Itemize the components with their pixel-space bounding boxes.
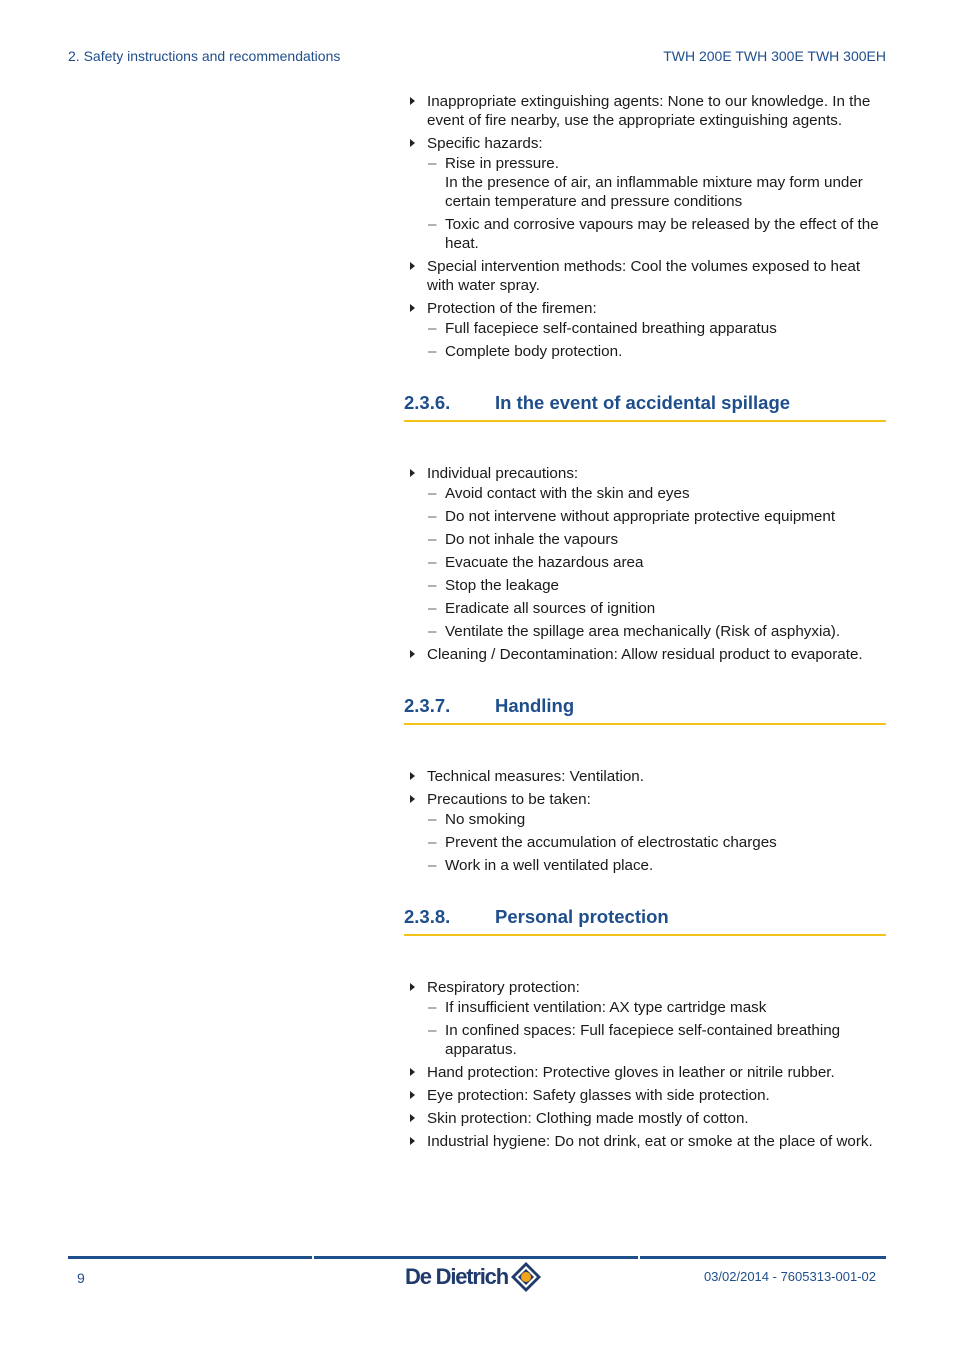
triangle-bullet-icon	[410, 795, 415, 803]
bullet-item	[404, 464, 886, 641]
sub-item-text: Rise in pressure.	[445, 155, 559, 172]
triangle-bullet-icon	[410, 1091, 415, 1099]
section-title: Handling	[495, 695, 575, 716]
bullet-text: Precautions to be taken:	[427, 791, 591, 808]
section-spacer	[404, 936, 886, 978]
dash-bullet-icon: –	[428, 600, 437, 617]
sub-list-item	[427, 342, 886, 361]
bullet-text: Special intervention methods: Cool the volumes exposed to heat with water spray.	[427, 258, 861, 294]
sub-item-text: Toxic and corrosive vapours may be released by the effect of the heat.	[445, 216, 879, 252]
triangle-bullet-icon	[410, 1114, 415, 1122]
dash-bullet-icon: –	[428, 577, 437, 594]
section-heading	[404, 392, 886, 422]
page-number: 9	[77, 1270, 85, 1286]
sub-list-item	[427, 576, 886, 595]
sub-list-item	[427, 530, 886, 549]
triangle-bullet-icon	[410, 262, 415, 270]
dash-bullet-icon: –	[428, 1022, 437, 1039]
section-title: Personal protection	[495, 906, 669, 927]
bullet-item	[404, 1109, 886, 1128]
bullet-item	[404, 767, 886, 786]
dash-bullet-icon: –	[428, 554, 437, 571]
section-title: In the event of accidental spillage	[495, 392, 791, 413]
sub-item-text: Avoid contact with the skin and eyes	[445, 485, 690, 502]
brand-logo-text: De Dietrich	[405, 1264, 508, 1289]
section-number: 2.3.8.	[404, 906, 451, 927]
sub-list-item	[427, 810, 886, 829]
sub-list	[427, 484, 886, 641]
triangle-bullet-icon	[410, 1068, 415, 1076]
sub-item-text: Do not inhale the vapours	[445, 531, 619, 548]
triangle-bullet-icon	[410, 304, 415, 312]
dash-bullet-icon: –	[428, 508, 437, 525]
sub-list	[427, 154, 886, 253]
dash-bullet-icon: –	[428, 320, 437, 337]
bullet-item	[404, 1086, 886, 1105]
bullet-text: Industrial hygiene: Do not drink, eat or smoke at the place of work.	[427, 1133, 873, 1150]
bullet-text: Eye protection: Safety glasses with side protection.	[427, 1087, 770, 1104]
sub-list-item	[427, 622, 886, 641]
dash-bullet-icon: –	[428, 343, 437, 360]
sub-item-text: Ventilate the spillage area mechanically (Risk of asphyxia).	[445, 623, 841, 640]
triangle-bullet-icon	[410, 650, 415, 658]
bullet-text: Respiratory protection:	[427, 979, 580, 996]
dash-bullet-icon: –	[428, 531, 437, 548]
sub-list	[427, 998, 886, 1059]
section-number: 2.3.7.	[404, 695, 451, 716]
sub-item-text: Eradicate all sources of ignition	[445, 600, 656, 617]
section-bullet-list	[404, 767, 886, 875]
dash-bullet-icon: –	[428, 216, 437, 233]
intro-bullet-list	[404, 92, 886, 361]
brand-logo	[405, 1260, 543, 1294]
bullet-text: Inappropriate extinguishing agents: None to our knowledge. In the event of fire nearby, use the appropriate extinguishing agents.	[427, 93, 871, 129]
bullet-item	[404, 257, 886, 295]
sub-list-item	[427, 484, 886, 503]
footer-rule	[68, 1256, 886, 1259]
bullet-text: Hand protection: Protective gloves in leather or nitrile rubber.	[427, 1064, 835, 1081]
footer-rule-gap	[312, 1256, 314, 1259]
dash-bullet-icon: –	[428, 811, 437, 828]
triangle-bullet-icon	[410, 772, 415, 780]
bullet-text: Technical measures: Ventilation.	[427, 768, 644, 785]
sub-list-item	[427, 1021, 886, 1059]
sub-list-item	[427, 215, 886, 253]
dash-bullet-icon: –	[428, 485, 437, 502]
sub-item-text: In confined spaces: Full facepiece self-contained breathing apparatus.	[445, 1022, 841, 1058]
sub-item-text: Prevent the accumulation of electrostatic charges	[445, 834, 777, 851]
sub-list	[427, 319, 886, 361]
section-bullet-list	[404, 464, 886, 664]
section-spacer	[404, 725, 886, 767]
triangle-bullet-icon	[410, 97, 415, 105]
header-model-list: TWH 200E TWH 300E TWH 300EH	[663, 48, 886, 64]
header-section-title: 2. Safety instructions and recommendations	[68, 48, 341, 64]
diamond-logo-icon	[509, 1260, 543, 1294]
sub-item-text: If insufficient ventilation: AX type cartridge mask	[445, 999, 767, 1016]
bullet-text: Specific hazards:	[427, 135, 543, 152]
sections-container	[404, 392, 886, 1151]
bullet-item	[404, 978, 886, 1059]
sub-list-item	[427, 599, 886, 618]
dash-bullet-icon: –	[428, 999, 437, 1016]
dash-bullet-icon: –	[428, 834, 437, 851]
triangle-bullet-icon	[410, 469, 415, 477]
footer-rule-gap	[638, 1256, 640, 1259]
triangle-bullet-icon	[410, 139, 415, 147]
sub-item-text: Stop the leakage	[445, 577, 559, 594]
sub-list-item	[427, 507, 886, 526]
sub-list-item	[427, 154, 886, 211]
dash-bullet-icon: –	[428, 623, 437, 640]
sub-item-text: Complete body protection.	[445, 343, 623, 360]
bullet-item	[404, 299, 886, 361]
bullet-item	[404, 1132, 886, 1151]
sub-list-item	[427, 319, 886, 338]
sub-item-text: Do not intervene without appropriate protective equipment	[445, 508, 836, 525]
sub-list-item	[427, 833, 886, 852]
bullet-item	[404, 790, 886, 875]
sub-list-item	[427, 553, 886, 572]
sub-item-text: Work in a well ventilated place.	[445, 857, 654, 874]
bullet-text: Individual precautions:	[427, 465, 579, 482]
sub-item-text: Evacuate the hazardous area	[445, 554, 644, 571]
sub-item-text: Full facepiece self-contained breathing apparatus	[445, 320, 777, 337]
section-spacer	[404, 422, 886, 464]
sub-item-text: In the presence of air, an inflammable mixture may form under certain temperature and pressure conditions	[445, 174, 863, 210]
section-heading	[404, 695, 886, 725]
sub-list	[427, 810, 886, 875]
sub-item-text: No smoking	[445, 811, 526, 828]
bullet-text: Skin protection: Clothing made mostly of cotton.	[427, 1110, 749, 1127]
bullet-item	[404, 92, 886, 130]
main-content	[404, 92, 886, 1155]
bullet-item	[404, 1063, 886, 1082]
bullet-item	[404, 134, 886, 253]
bullet-text: Cleaning / Decontamination: Allow residual product to evaporate.	[427, 646, 863, 663]
section-bullet-list	[404, 978, 886, 1151]
dash-bullet-icon: –	[428, 155, 437, 172]
triangle-bullet-icon	[410, 983, 415, 991]
document-reference: 03/02/2014 - 7605313-001-02	[703, 1269, 876, 1284]
sub-list-item	[427, 856, 886, 875]
triangle-bullet-icon	[410, 1137, 415, 1145]
section-heading	[404, 906, 886, 936]
dash-bullet-icon: –	[428, 857, 437, 874]
section-number: 2.3.6.	[404, 392, 451, 413]
bullet-text: Protection of the firemen:	[427, 300, 597, 317]
bullet-item	[404, 645, 886, 664]
sub-list-item	[427, 998, 886, 1017]
